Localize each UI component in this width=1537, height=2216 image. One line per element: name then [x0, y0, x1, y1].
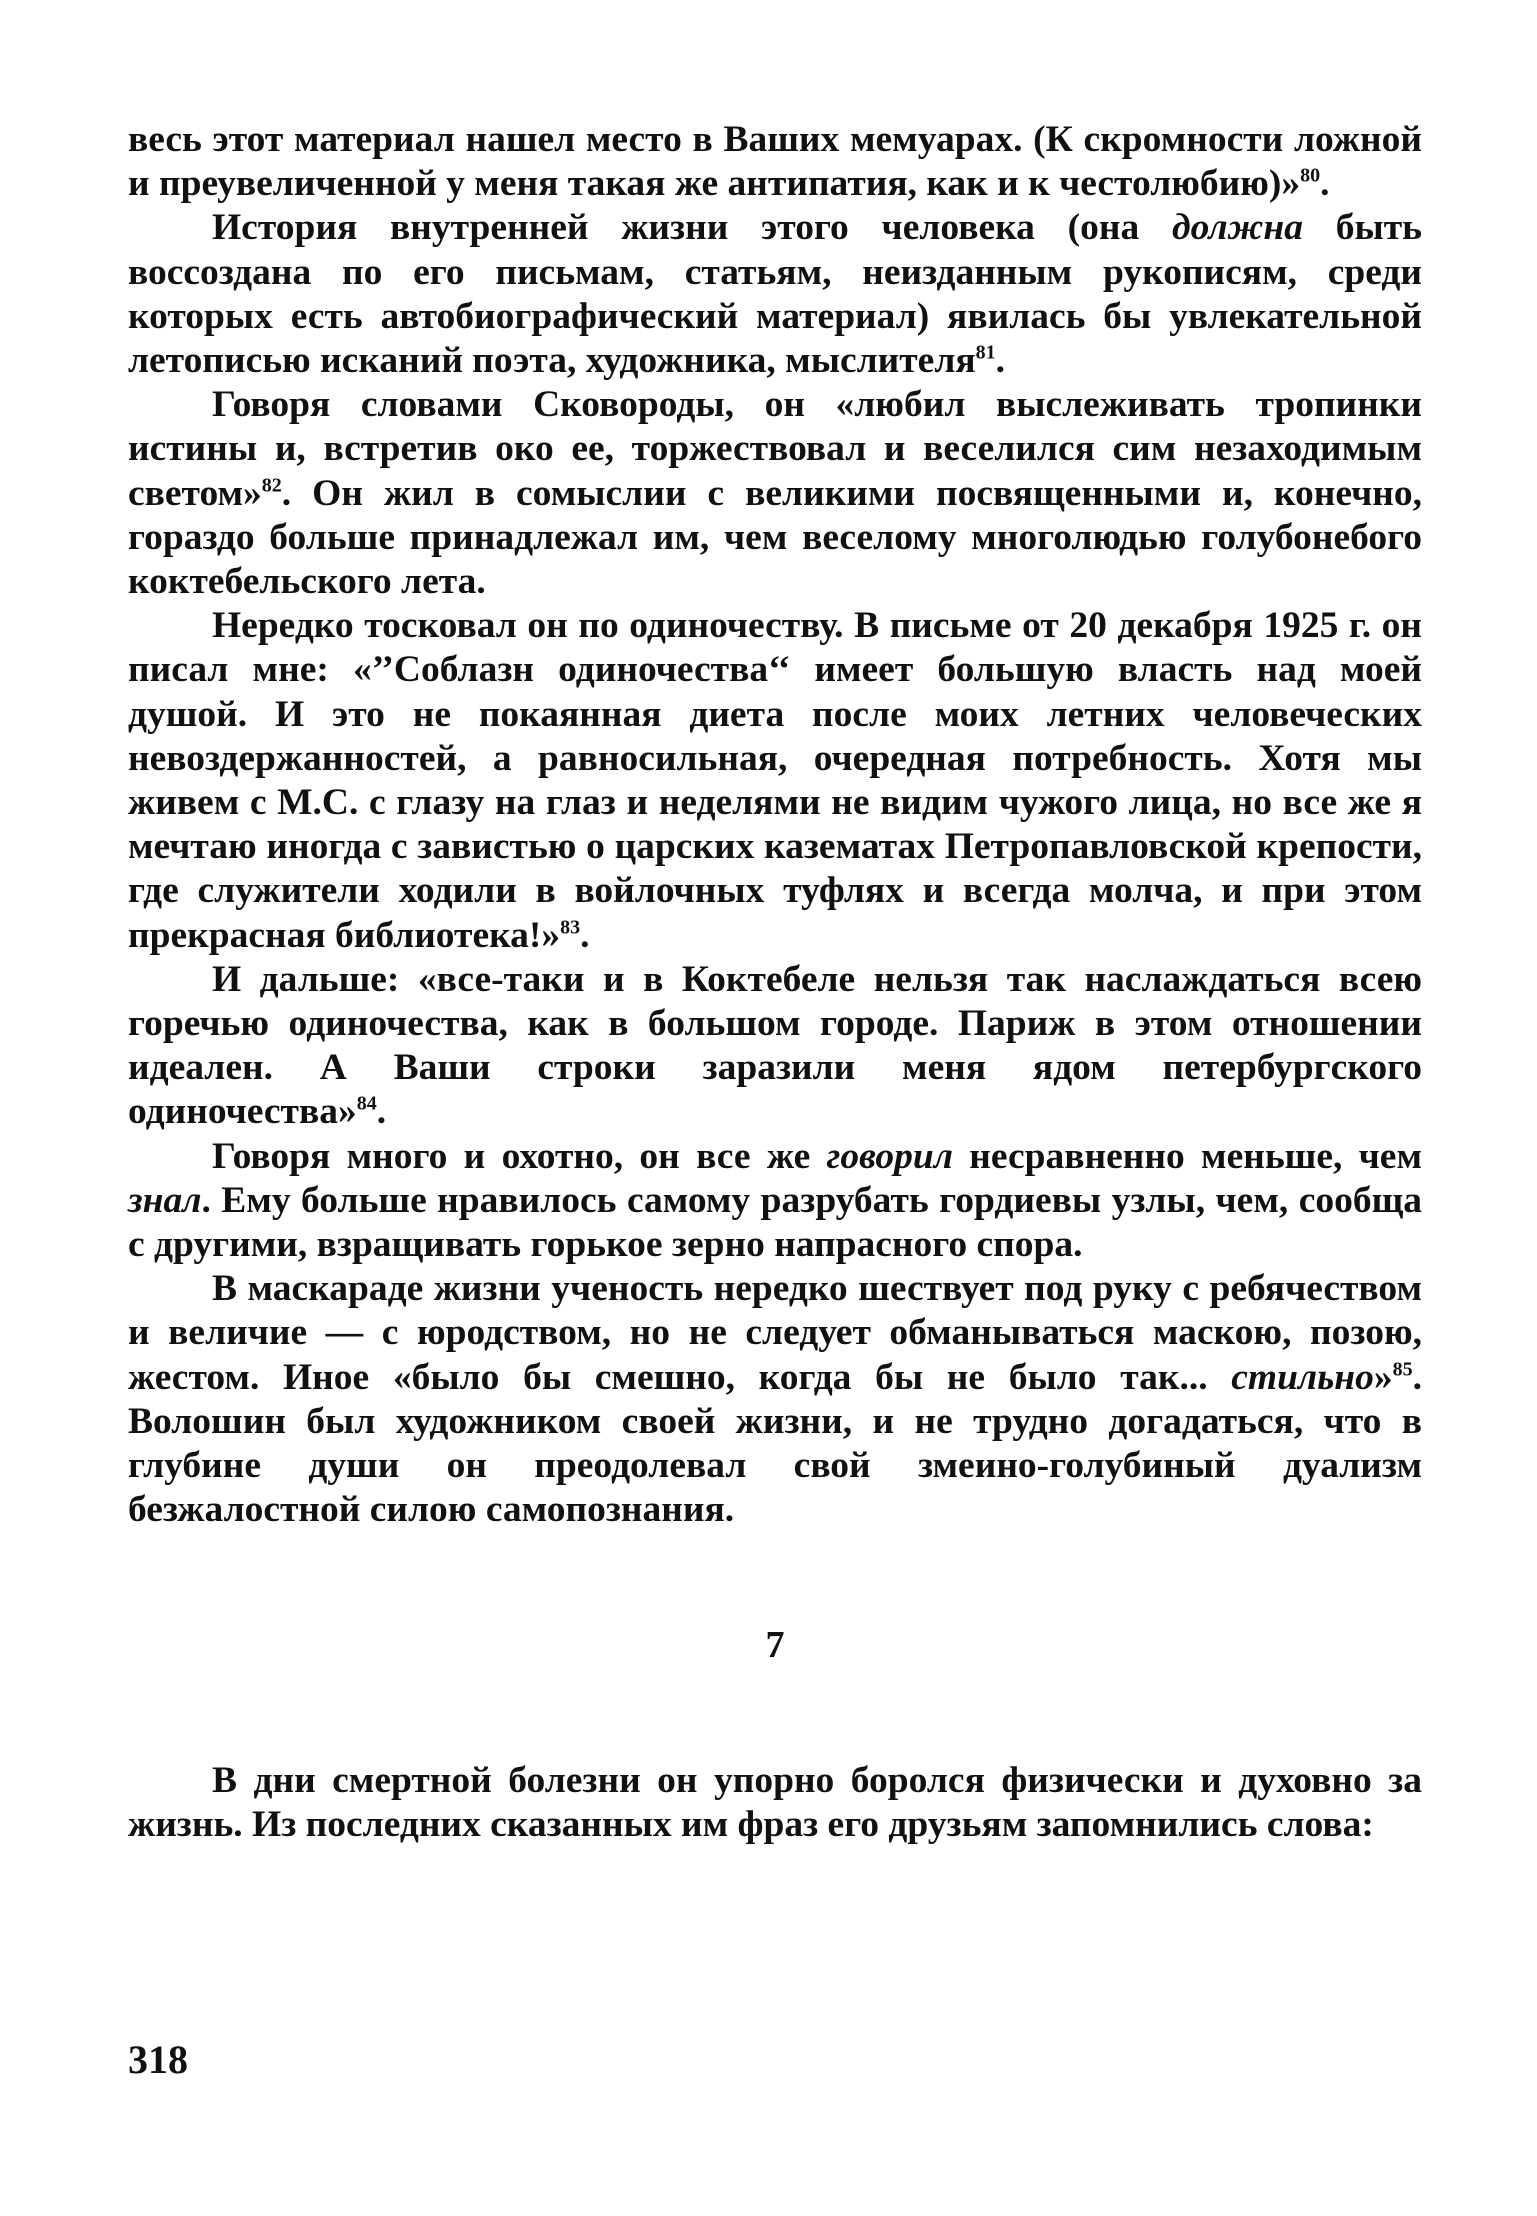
paragraph-text: . — [995, 340, 1006, 382]
paragraph-text: . Он жил в сомыслии с великими посвященными и, конечно, гораздо больше принадлежал им, чем веселому многолюдью голубонебого коктебельского лета. — [128, 472, 1422, 603]
emphasized-word: знал — [128, 1179, 202, 1221]
paragraph-text: несравненно меньше, чем — [952, 1135, 1422, 1177]
paragraph-text: . — [580, 914, 590, 956]
paragraph-text: . Волошин был художником своей жизни, и не трудно догадаться, что в глубине души он преодолевал свой змеино-голубиный дуализм безжалостной силою самопознания. — [128, 1356, 1422, 1531]
closing-paragraph: В дни смертной болезни он упорно боролся физически и духовно за жизнь. Из последних сказанных им фраз его друзьям запомнились слова: — [128, 1759, 1422, 1845]
paragraph-text: Говоря словами Сковороды, он «любил выслеживать тропинки истины и, встретив око ее, торжествовал и веселился сим незаходимым светом» — [128, 384, 1422, 514]
paragraph-text: . — [376, 1091, 387, 1133]
paragraph-text: История внутренней жизни этого человека (она — [212, 207, 1173, 249]
emphasized-word: говорил — [826, 1135, 953, 1177]
paragraph — [128, 206, 1422, 383]
paragraph-text: быть воссоздана по его письмам, статьям, неизданным рукописям, среди которых есть автобиографический материал) явилась бы увлекательной летописью исканий поэта, художника, мыслителя — [128, 207, 1423, 382]
paragraph-text: . Ему больше нравилось самому разрубать гордиевы узлы, чем, сообща с другими, взращивать горькое зерно напрасного спора. — [128, 1179, 1422, 1266]
paragraph-text: В маскараде жизни ученость нередко шествует под руку с ребячеством и величие — с юродством, но не следует обманываться маскою, позою, жестом. Иное «было бы смешно, когда бы не было так... — [128, 1268, 1422, 1398]
page-number: 318 — [128, 2037, 188, 2082]
paragraph — [128, 1267, 1422, 1532]
paragraph — [128, 383, 1422, 604]
footnote-marker: 80 — [1300, 164, 1321, 187]
section-number: 7 — [765, 1623, 785, 1666]
footnote-marker: 81 — [975, 341, 996, 364]
footnote-marker: 82 — [261, 474, 282, 497]
paragraph-text: Говоря много и охотно, он все же — [212, 1135, 827, 1177]
paragraph-text: Нередко тосковал он по одиночеству. В письме от 20 декабря 1925 г. он писал мне: «’’Соблазн одиночества‘‘ имеет большую власть над моей душой. И это не покаянная диета после моих летних человеческих невоздержанностей, а равносильная, очередная потребность. Хотя мы живем с М.С. с глазу на глаз и неделями не видим чужого лица, но все же я мечтаю иногда с завистью о царских казематах Петропавловской крепости, где служители ходили в войлочных туфлях и всегда молча, и при этом прекрасная библиотека!» — [128, 605, 1422, 956]
paragraph — [128, 958, 1422, 1135]
paragraph-text: весь этот материал нашел место в Ваших мемуарах. (К скромности ложной и преувеличенной у меня такая же антипатия, как и к честолюбию)» — [128, 119, 1422, 205]
emphasized-word: стильно — [1231, 1356, 1374, 1398]
paragraph — [128, 1135, 1422, 1268]
paragraph — [128, 118, 1422, 206]
main-text — [128, 118, 1422, 1533]
footnote-marker: 83 — [560, 916, 581, 939]
paragraph — [128, 604, 1422, 958]
footnote-marker: 84 — [356, 1092, 377, 1115]
page-body — [128, 118, 1422, 1847]
footnote-marker: 85 — [1392, 1358, 1413, 1381]
paragraph-text: . — [1320, 163, 1330, 205]
paragraph-text: И дальше: «все-таки и в Коктебеле нельзя так наслаждаться всею горечью одиночества, как в большом городе. Париж в этом отношении идеален. А Ваши строки заразили меня ядом петербургского одиночества» — [128, 958, 1422, 1133]
emphasized-word: должна — [1172, 207, 1303, 249]
paragraph-text: » — [1373, 1356, 1393, 1398]
